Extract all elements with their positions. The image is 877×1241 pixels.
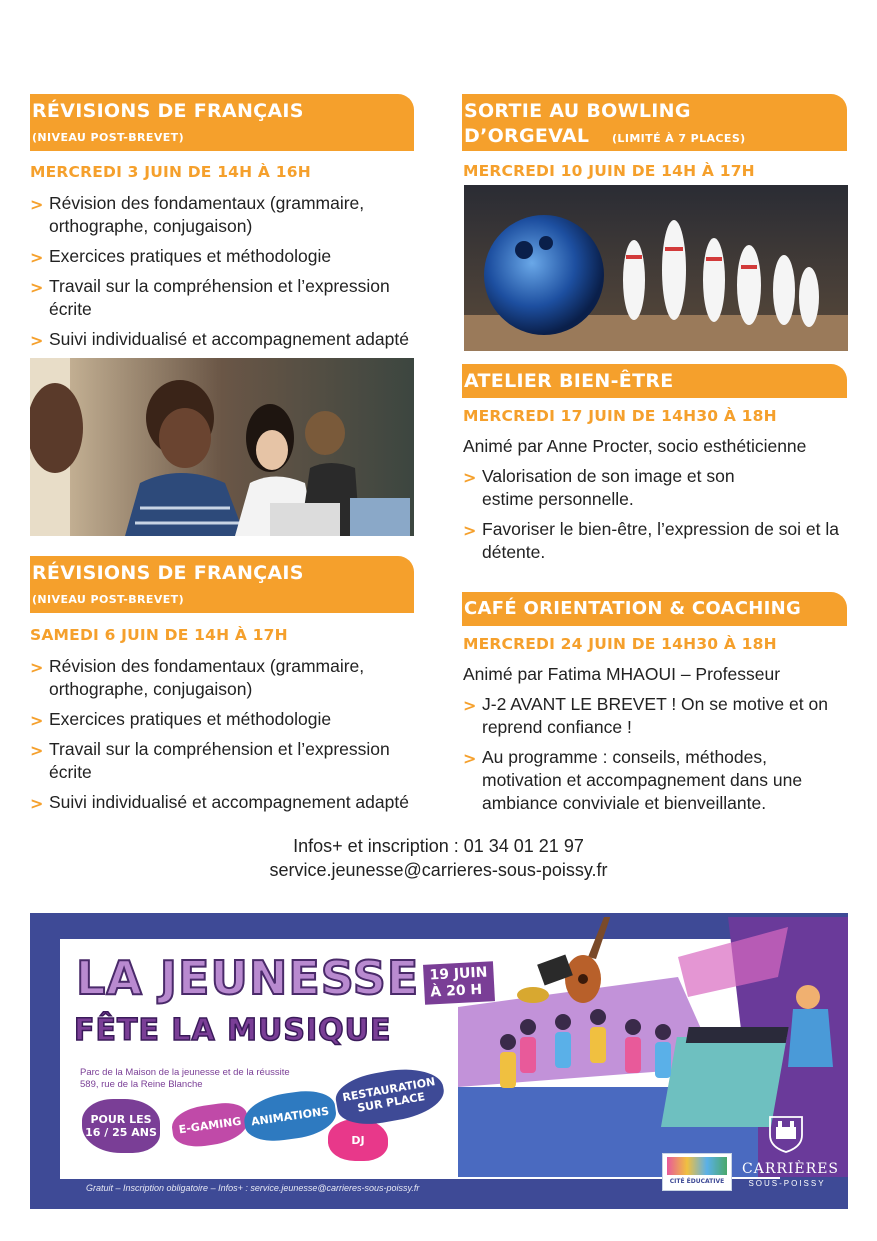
cite-educative-emblem <box>667 1157 727 1175</box>
section-header-revisions-1 <box>30 94 414 151</box>
banner-headline-1: LA JEUNESSE <box>76 951 420 1005</box>
list-item: > Valorisation de son image et son estime personnelle. <box>463 465 742 511</box>
list-item: > Suivi individualisé et accompagnement adapté <box>30 791 415 814</box>
animator-text: Animé par Anne Procter, socio esthéticienne <box>463 436 807 456</box>
section-title-line2: D’ORGEVAL <box>464 125 590 147</box>
list-item: > Au programme : conseils, méthodes, motivation et accompagnement dans une ambiance conviviale et bienveillante. <box>463 746 845 815</box>
section-subtitle: (NIVEAU POST-BREVET) <box>32 131 185 144</box>
cite-educative-label: CITÉ ÉDUCATIVE <box>669 1178 725 1185</box>
section-header-cafe <box>462 592 847 626</box>
town-name: CARRIÈRES <box>742 1161 840 1177</box>
event-date: MERCREDI 3 JUIN DE 14H À 16H <box>30 163 311 181</box>
section-title: ATELIER BIEN-ÊTRE <box>464 370 674 392</box>
list-item: > Travail sur la compréhension et l’expression écrite <box>30 738 415 784</box>
banner-venue <box>80 1067 290 1091</box>
tag-dj: DJ <box>328 1119 388 1161</box>
banner-date-day: 19 JUIN <box>429 964 488 984</box>
cite-educative-logo <box>662 1153 732 1191</box>
banner-footer: Gratuit – Inscription obligatoire – Infos+ : service.jeunesse@carrieres-sous-poissy.fr <box>86 1183 420 1193</box>
list-item: > Révision des fondamentaux (grammaire, orthographe, conjugaison) <box>30 655 415 701</box>
list-item: > J-2 AVANT LE BREVET ! On se motive et on reprend confiance ! <box>463 693 845 739</box>
section-header-revisions-2 <box>30 556 414 613</box>
section-header-wellbeing <box>462 364 847 398</box>
tag-egaming: E-GAMING <box>170 1100 251 1150</box>
list-item: > Exercices pratiques et méthodologie <box>30 245 415 268</box>
tag-age: POUR LES 16 / 25 ANS <box>82 1099 160 1153</box>
section-header-bowling <box>462 94 847 151</box>
section-title: CAFÉ ORIENTATION & COACHING <box>464 598 802 619</box>
town-crest-icon <box>768 1113 804 1153</box>
list-item: > Suivi individualisé et accompagnement adapté <box>30 328 415 351</box>
bullet-list <box>463 693 845 822</box>
banner-venue-line2: 589, rue de la Reine Blanche <box>80 1079 203 1090</box>
students-photo <box>30 358 414 536</box>
event-banner <box>30 913 848 1209</box>
section-note: (LIMITÉ À 7 PLACES) <box>612 132 746 145</box>
town-subname: SOUS-POISSY <box>748 1179 826 1188</box>
banner-venue-line1: Parc de la Maison de la jeunesse et de la réussite <box>80 1067 290 1078</box>
banner-headline-2: FÊTE LA MUSIQUE <box>74 1013 392 1048</box>
event-date: MERCREDI 24 JUIN DE 14H30 À 18H <box>463 635 777 653</box>
bullet-list <box>30 192 415 358</box>
contact-phone: Infos+ et inscription : 01 34 01 21 97 <box>293 836 584 856</box>
contact-info <box>0 834 877 882</box>
contact-email[interactable]: service.jeunesse@carrieres-sous-poissy.fr <box>269 860 608 880</box>
event-date: SAMEDI 6 JUIN DE 14H À 17H <box>30 626 288 644</box>
bullet-list <box>463 465 843 571</box>
section-title: SORTIE AU BOWLING <box>464 100 691 122</box>
bullet-list <box>30 655 415 821</box>
section-title: RÉVISIONS DE FRANÇAIS <box>32 562 304 584</box>
list-item: > Exercices pratiques et méthodologie <box>30 708 415 731</box>
tag-animations: ANIMATIONS <box>241 1087 339 1145</box>
event-date: MERCREDI 17 JUIN DE 14H30 À 18H <box>463 407 777 425</box>
banner-date-time: À 20 H <box>430 981 483 1001</box>
list-item: > Travail sur la compréhension et l’expression écrite <box>30 275 415 321</box>
list-item: > Favoriser le bien-être, l’expression de soi et la détente. <box>463 518 843 564</box>
list-item: > Révision des fondamentaux (grammaire, orthographe, conjugaison) <box>30 192 415 238</box>
section-title: RÉVISIONS DE FRANÇAIS <box>32 100 304 122</box>
bowling-photo <box>464 185 848 351</box>
tag-food: RESTAURATION SUR PLACE <box>332 1062 447 1130</box>
animator-text: Animé par Fatima MHAOUI – Professeur <box>463 664 781 684</box>
section-subtitle: (NIVEAU POST-BREVET) <box>32 593 185 606</box>
event-date: MERCREDI 10 JUIN DE 14H À 17H <box>463 162 755 180</box>
